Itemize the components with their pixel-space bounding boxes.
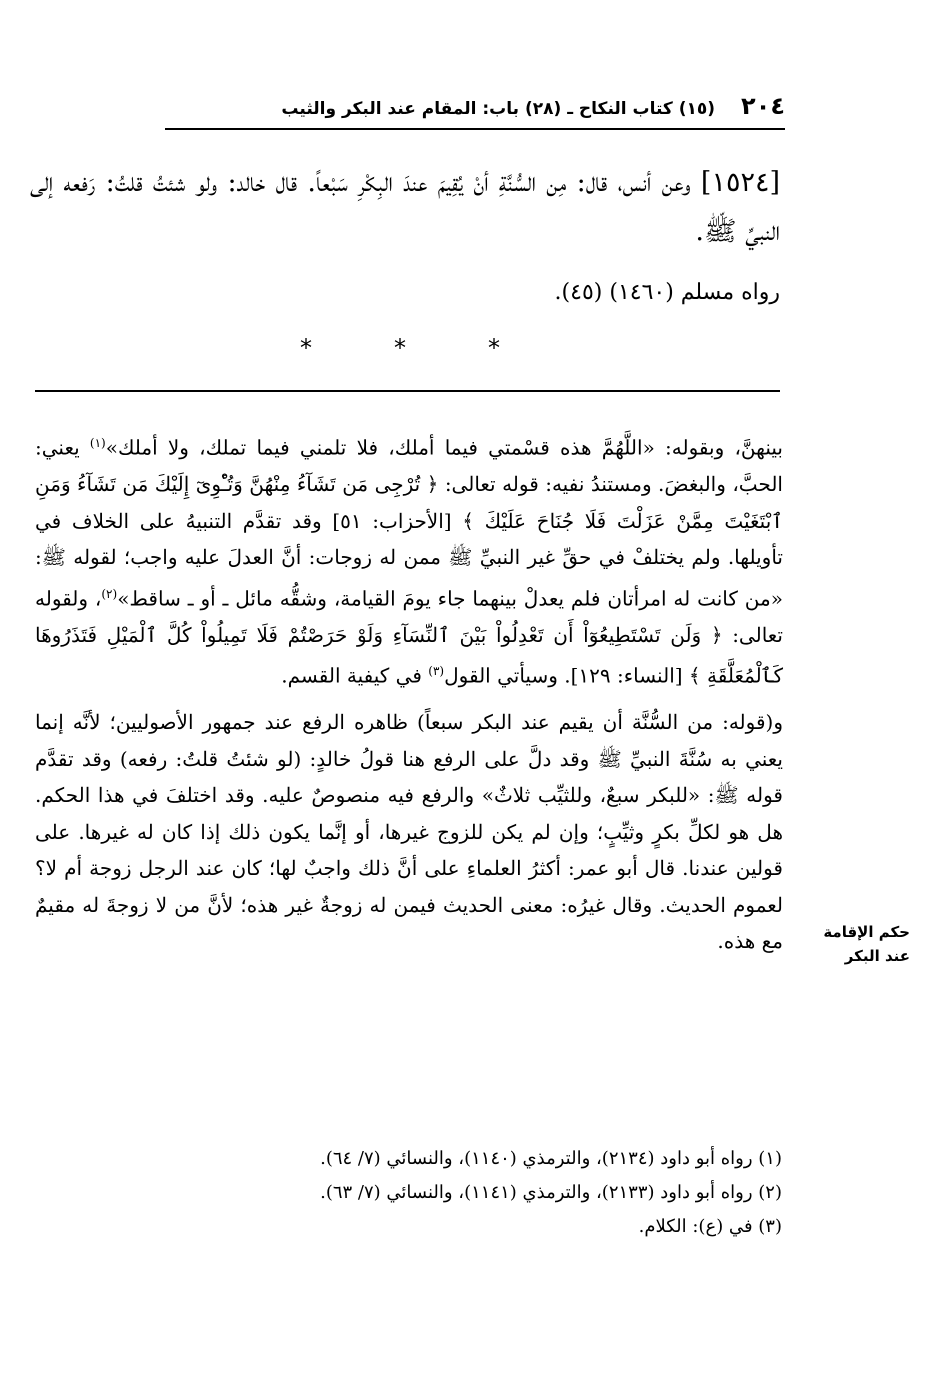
commentary-text: ، ولقوله تعالى: ﴿ وَلَن تَسْتَطِيعُوٓاْ أَن تَعْدِلُواْ بَيْنَ ٱلنِّسَآءِ وَلَوْ حَرَصْتُمْ فَلَا تَمِيلُواْ كُلَّ ٱلْمَيْلِ فَتَذَرُوهَا كَٱلْمُعَلَّقَةِ ﴾ [النساء: ١٢٩]. وسيأتي القول [35, 586, 783, 688]
footnote-ref: (٣) [428, 664, 445, 679]
footnotes [200, 1142, 782, 1244]
hadith-block [30, 158, 780, 317]
commentary-paragraph [35, 425, 783, 694]
divider-line [35, 390, 780, 392]
hadith-text: [١٥٢٤] وعن أنس، قال: مِن السُّنَّةِ أنْ يُقِيمَ عندَ البِكْرِ سَبْعاً. قال خالد: ولو شئتُ قلتُ: رَفعه إلى النبيِّ ﷺ. [30, 167, 780, 247]
footnote-item: (٢) رواه أبو داود (٢١٣٣)، والترمذي (١١٤١)، والنسائي (٧/ ٦٣). [320, 1182, 782, 1203]
footnote-ref: (٢) [101, 586, 118, 601]
commentary-text: في كيفية القسم. [281, 663, 429, 688]
commentary-paragraph: و(قوله: من السُّنَّة أن يقيم عند البكر سبعاً) ظاهره الرفع عند جمهور الأصوليين؛ لأنَّه إنما يعني به سُنَّةَ النبيِّ ﷺ وقد دلَّ على الرفع هنا قولُ خالدٍ: (لو شئتُ قلتُ: رفعه) وقد تقدَّم قوله ﷺ: «للبكر سبعٌ، وللثيِّب ثلاثٌ» والرفع فيه منصوصٌ عليه. وقد اختلفَ في هذا الحكم. هل هو لكلِّ بكرٍ وثيِّبٍ؛ وإن لم يكن للزوج غيرها، أو إنَّما يكون ذلك إذا كان له غيرها. على قولين عندنا. قال أبو عمر: أكثرُ العلماءِ على أنَّ ذلك واجبٌ لها؛ كان عند الرجل زوجة أم لا؟ لعموم الحديث. وقال غيرُه: معنى الحديث فيمن له زوجةٌ غير هذه؛ لأنَّ من لا زوجةَ له مقيمٌ مع هذه. [35, 710, 783, 954]
star-ornament: * [488, 334, 500, 362]
margin-heading [800, 920, 910, 968]
footnote-item: (١) رواه أبو داود (٢١٣٤)، والترمذي (١١٤٠)، والنسائي (٧/ ٦٤). [320, 1148, 782, 1169]
commentary-text: يعني: الحبَّ، والبغضَ. ومستندُ نفيه: قوله تعالى: ﴿ تُرْجِى مَن تَشَآءُ مِنْهُنَّ وَتُـْٔوِىٓ إِلَيْكَ مَن تَشَآءُ وَمَنِ ٱبْتَغَيْتَ مِمَّنْ عَزَلْتَ فَلَا جُنَاحَ عَلَيْكَ ﴾ [الأحزاب: ٥١] وقد تقدَّم التنبيهُ على الخلاف في تأويلها. ولم يختلفْ في حقِّ غير النبيِّ ﷺ ممن له زوجات: أنَّ العدلَ عليه واجب؛ لقوله ﷺ: «من كانت له امرأتان فلم يعدلْ بينهما جاء يومَ القيامة، وشقُّه مائل ـ أو ـ ساقط» [35, 435, 783, 611]
margin-heading-line: حكم الإقامة [823, 923, 910, 941]
section-separator [300, 334, 500, 362]
hadith-source: رواه مسلم (١٤٦٠) (٤٥). [554, 280, 780, 305]
running-title: (١٥) كتاب النكاح ـ (٢٨) باب: المقام عند البكر والثيب [281, 99, 716, 119]
commentary-block [35, 425, 783, 970]
margin-heading-line: عند البكر [844, 947, 910, 965]
page-header [165, 92, 785, 130]
star-ornament: * [300, 334, 312, 362]
commentary-text: بينهنَّ، وبقوله: «اللَّهُمَّ هذه قسْمتي فيما أملك، فلا تلمني فيما تملك، ولا أملك» [105, 435, 784, 460]
footnote-item: (٣) في (ع): الكلام. [638, 1216, 782, 1237]
star-ornament: * [394, 334, 406, 362]
page-number: ٢٠٤ [741, 92, 785, 120]
footnote-ref: (١) [89, 436, 106, 450]
